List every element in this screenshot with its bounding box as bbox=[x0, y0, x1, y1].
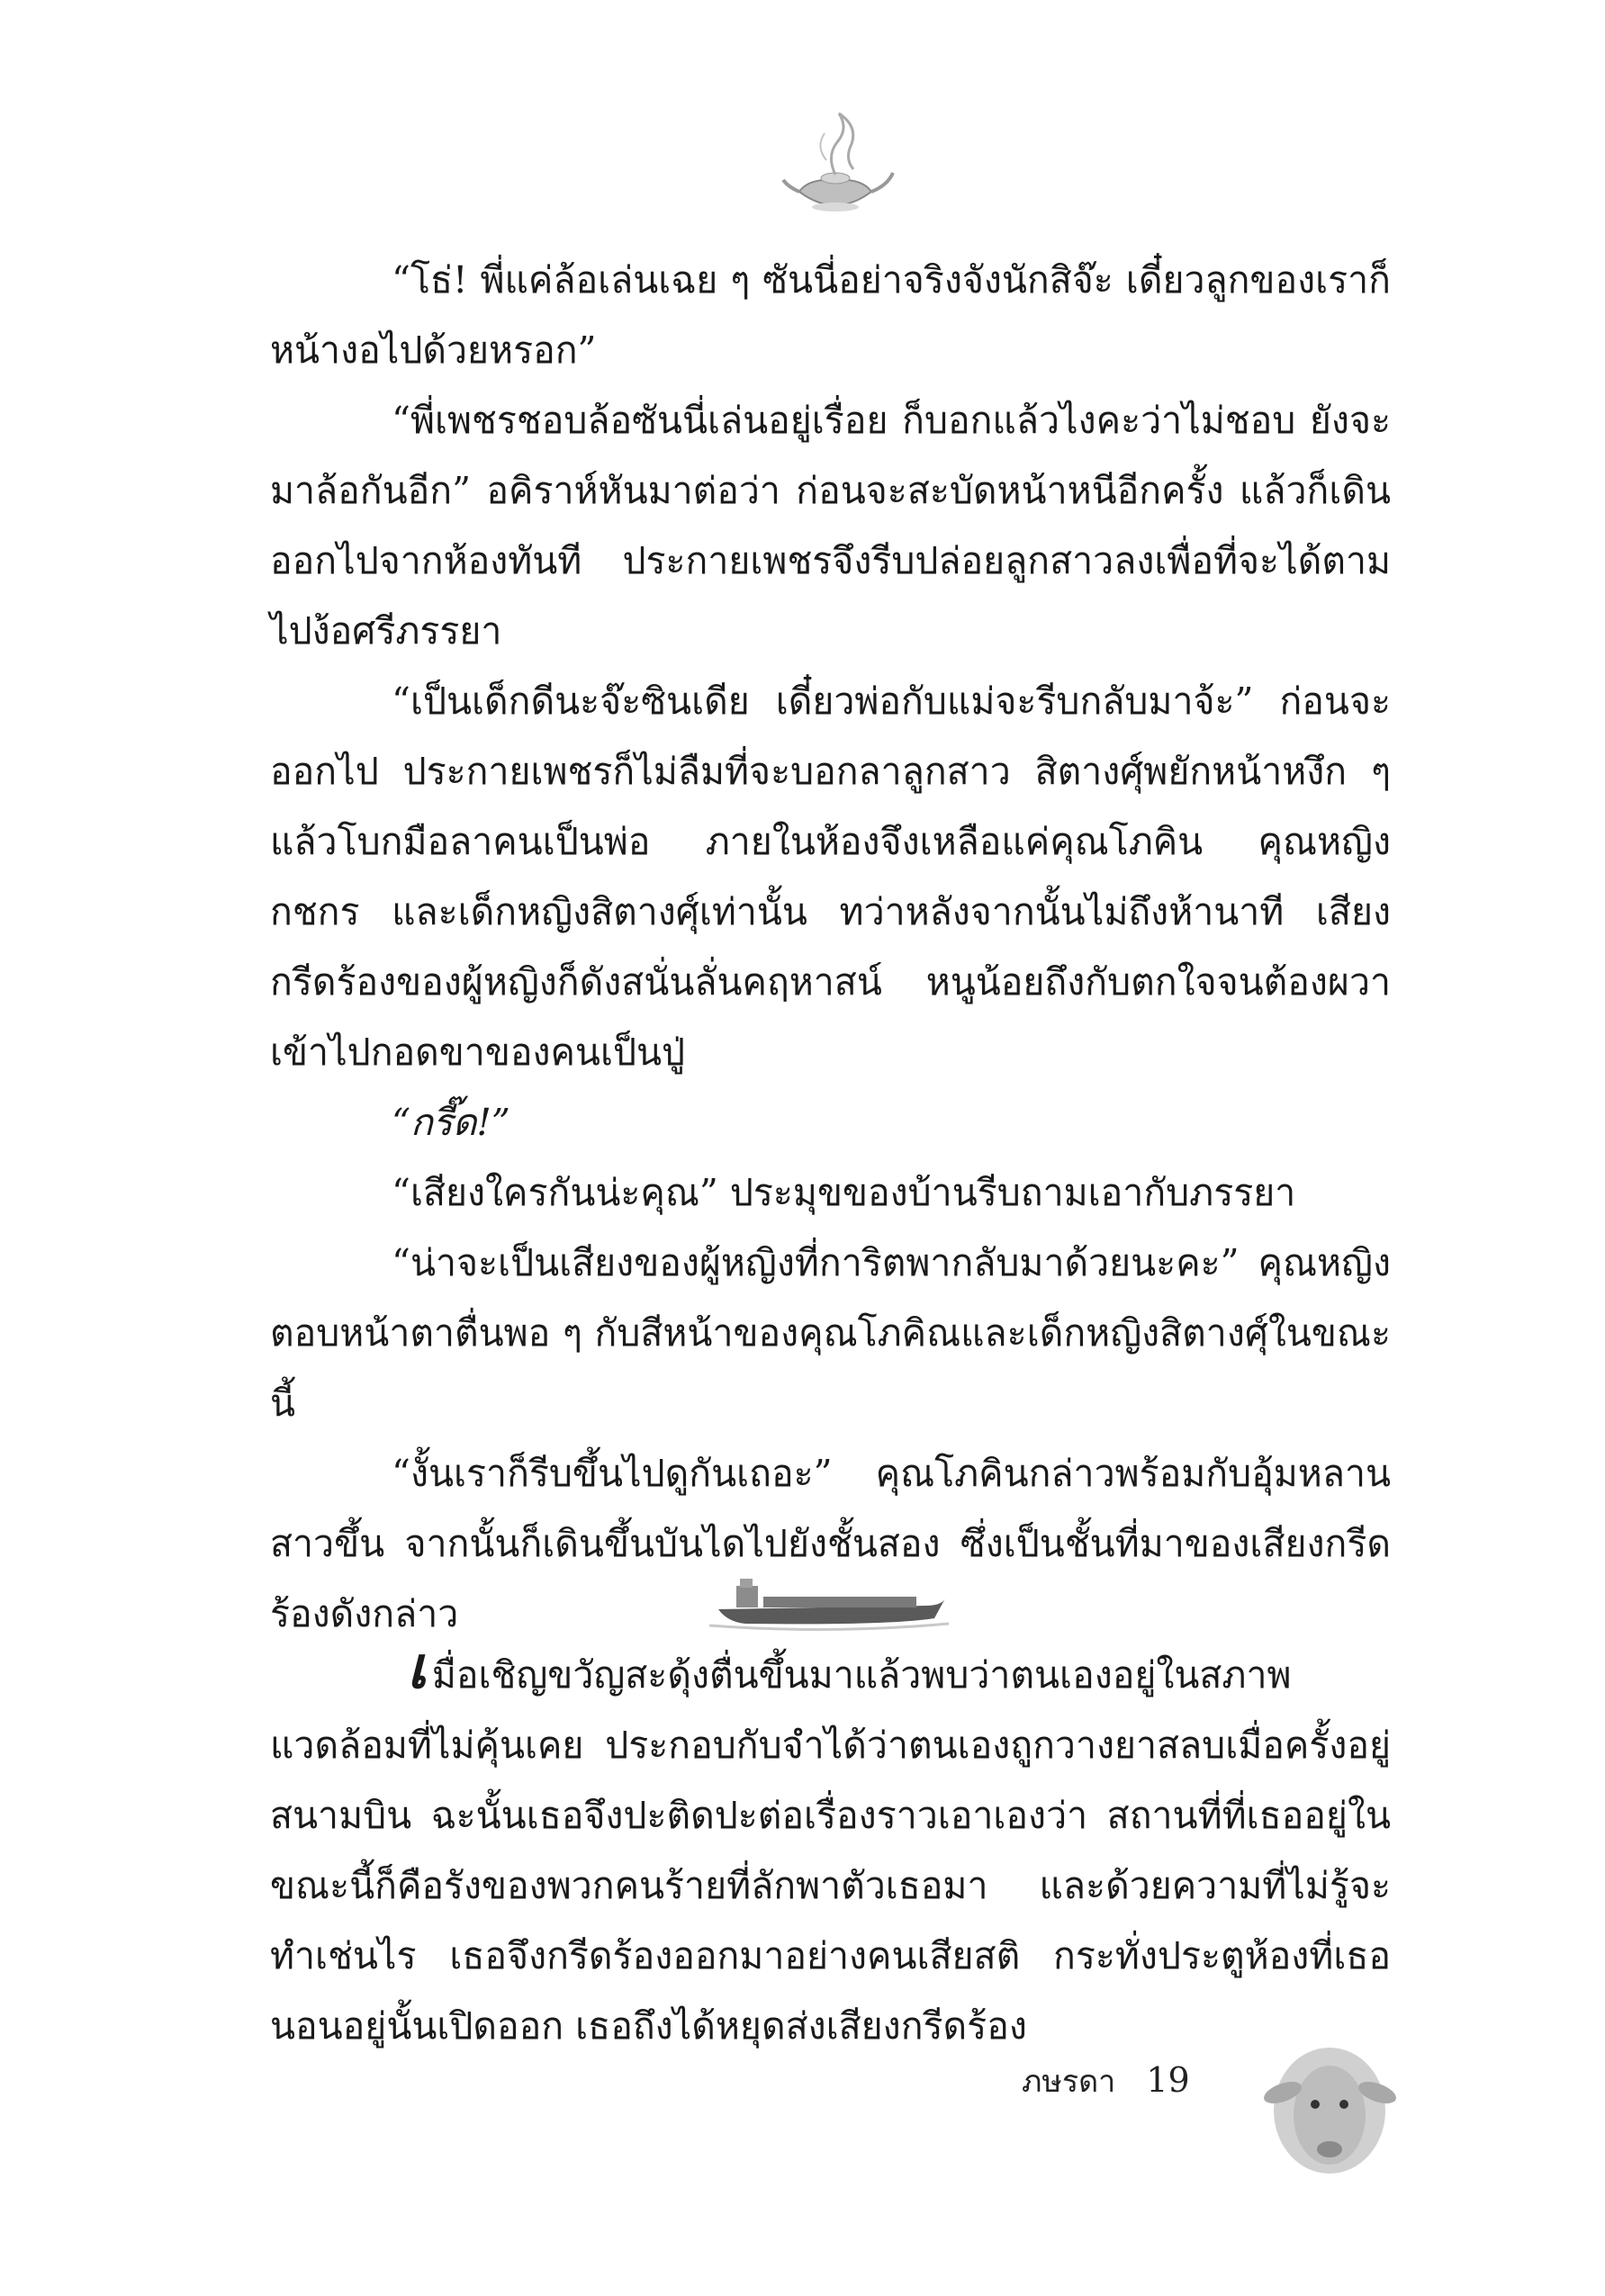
paragraph: “เสียงใครกันน่ะคุณ” ประมุขของบ้านรีบถามเอากับภรรยา bbox=[392, 1171, 1296, 1214]
paragraph bbox=[270, 1634, 1391, 2061]
upper-text-block bbox=[270, 245, 1391, 1649]
page-number: 19 bbox=[1146, 2060, 1190, 2100]
paragraph-text: มื่อเชิญขวัญสะดุ้งตื่นขึ้นมาแล้วพบว่าตนเองอยู่ในสภาพแวดล้อมที่ไม่คุ้นเคย ประกอบกับจำได้ว่าตนเองถูกวางยาสลบเมื่อครั้งอยู่สนามบิน ฉะนั้นเธอจึงปะติดปะต่อเรื่องราวเอาเองว่า สถานที่ที่เธออยู่ในขณะนี้ก็คือรังของพวกคนร้ายที่ลักพาตัวเธอมา และด้วยความที่ไม่รู้จะทำเช่นไร เธอจึงกรีดร้องออกมาอย่างคนเสียสติ กระทั่งประตูห้องที่เธอนอนอยู่นั้นเปิดออก เธอถึงได้หยุดส่งเสียงกรีดร้อง bbox=[270, 1653, 1391, 2048]
paragraph: “พี่เพชรชอบล้อซันนี่เล่นอยู่เรื่อย ก็บอกแล้วไงคะว่าไม่ชอบ ยังจะมาล้อกันอีก” อคิราห์หันมาต่อว่า ก่อนจะสะบัดหน้าหนีอีกครั้ง แล้วก็เดินออกไปจากห้องทันที ประกายเพชรจึงรีบปล่อยลูกสาวลงเพื่อที่จะได้ตามไปง้อศรีภรรยา bbox=[270, 399, 1391, 653]
paragraph: “เป็นเด็กดีนะจ๊ะซินเดีย เดี๋ยวพ่อกับแม่จะรีบกลับมาจ้ะ” ก่อนจะออกไป ประกายเพชรก็ไม่ลืมที่จะบอกลาลูกสาว สิตางศุ์พยักหน้าหงึก ๆ แล้วโบกมือลาคนเป็นพ่อ ภายในห้องจึงเหลือแค่คุณโภคิน คุณหญิงกชกร และเด็กหญิงสิตางศุ์เท่านั้น ทว่าหลังจากนั้นไม่ถึงห้านาที เสียงกรีดร้องของผู้หญิงก็ดังสนั่นลั่นคฤหาสน์ หนูน้อยถึงกับตกใจจนต้องผวาเข้าไปกอดขาของคนเป็นปู่ bbox=[270, 680, 1391, 1074]
drop-cap: เ bbox=[407, 1635, 427, 1702]
sheep-ornament-icon bbox=[1256, 2025, 1404, 2187]
ship-ornament-icon bbox=[709, 1566, 949, 1638]
paragraph: “งั้นเราก็รีบขึ้นไปดูกันเถอะ” คุณโภคินกล่าวพร้อมกับอุ้มหลานสาวขึ้น จากนั้นก็เดินขึ้นบันไดไปยังชั้นสอง ซึ่งเป็นชั้นที่มาของเสียงกรีดร้องดังกล่าว bbox=[270, 1452, 1391, 1635]
running-head: ภษรดา bbox=[1022, 2064, 1116, 2100]
paragraph: “โธ่! พี่แค่ล้อเล่นเฉย ๆ ซันนี่อย่าจริงจังนักสิจ๊ะ เดี๋ยวลูกของเราก็หน้างอไปด้วยหรอก” bbox=[270, 258, 1391, 372]
lower-text-block bbox=[270, 1634, 1391, 2061]
paragraph: “น่าจะเป็นเสียงของผู้หญิงที่การิตพากลับมาด้วยนะคะ” คุณหญิงตอบหน้าตาตื่นพอ ๆ กับสีหน้าของคุณโภคิณและเด็กหญิงสิตางศุ์ในขณะนี้ bbox=[270, 1241, 1391, 1425]
page-footer bbox=[1022, 2057, 1229, 2105]
lamp-ornament-icon bbox=[772, 106, 898, 223]
paragraph: “กรี๊ด!” bbox=[392, 1101, 510, 1144]
